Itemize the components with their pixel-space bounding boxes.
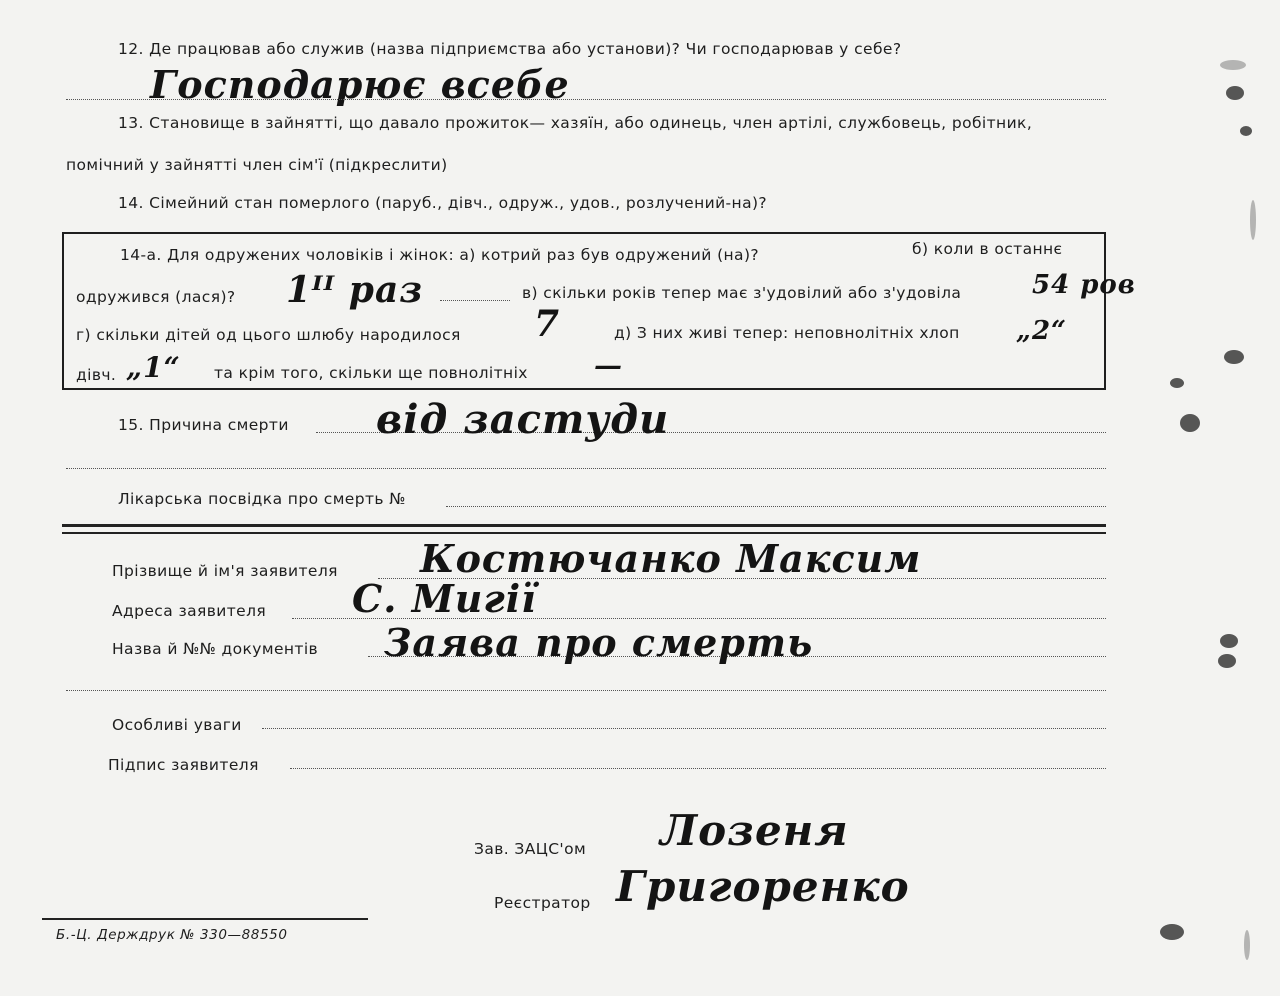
applicant-address-value: С. Мигії <box>352 576 537 621</box>
question-14a-line1a: 14-а. Для одружених чоловіків і жінок: а) котрий раз був одружений (на)? <box>120 246 760 264</box>
head-of-registry-label: Зав. ЗАЦС'ом <box>474 840 587 858</box>
head-of-registry-signature: Лозеня <box>660 806 849 855</box>
question-14a-answer-children: 7 <box>534 303 561 345</box>
question-14a-line3b: д) З них живі тепер: неповнолітніх хлоп <box>614 324 960 342</box>
question-14a-answer-times: 1ᴵᴵ раз <box>286 269 424 311</box>
remarks-line <box>262 728 1106 729</box>
question-14a-line1b: б) коли в останнє <box>912 240 1063 258</box>
paper-hole <box>1250 200 1256 240</box>
paper-hole <box>1218 654 1236 668</box>
remarks-label: Особливі уваги <box>112 716 242 734</box>
question-14a-line4a: дівч. <box>76 366 117 384</box>
question-12-answer-line <box>66 99 1106 100</box>
question-15-line2 <box>66 468 1106 469</box>
paper-damage-marks <box>1140 0 1280 996</box>
paper-hole <box>1220 634 1238 648</box>
footer-rule <box>42 918 368 920</box>
question-12-label: 12. Де працював або служив (назва підприємства або установи)? Чи господарював у себе? <box>118 40 902 58</box>
applicant-signature-line <box>290 768 1106 769</box>
question-14a-line2a: одружився (лася)? <box>76 288 236 306</box>
applicant-name-label: Прізвище й ім'я заявителя <box>112 562 338 580</box>
question-14-label: 14. Сімейний стан померлого (паруб., дівч., одруж., удов., розлучений-на)? <box>118 194 768 212</box>
question-14a-answer-years: 54 ров <box>1032 270 1136 300</box>
question-14a-times-line <box>440 300 510 301</box>
documents-line2 <box>66 690 1106 691</box>
question-14a-line3a: г) скільки дітей од цього шлюбу народилося <box>76 326 461 344</box>
applicant-signature-label: Підпис заявителя <box>108 756 259 774</box>
question-13-label-line2: помічний у зайнятті член сім'ї (підкреслити) <box>66 156 448 174</box>
question-14a-answer-boys: „2“ <box>1016 316 1068 346</box>
paper-hole <box>1226 86 1244 100</box>
paper-hole <box>1224 350 1244 364</box>
question-14a-answer-adults: — <box>594 349 623 382</box>
question-13-label-line1: 13. Становище в зайнятті, що давало прожиток— хазяїн, або одинець, член артілі, службовець, робітник, <box>118 114 1033 132</box>
documents-label: Назва й №№ документів <box>112 640 319 658</box>
question-14a-line2b: в) скільки років тепер має з'удовілий або з'удовіла <box>522 284 962 302</box>
applicant-address-label: Адреса заявителя <box>112 602 267 620</box>
section-divider-thin <box>62 532 1106 534</box>
registrar-label: Реєстратор <box>494 894 591 912</box>
paper-hole <box>1240 126 1252 136</box>
question-12-answer: Господарює всебе <box>150 62 570 107</box>
paper-hole <box>1170 378 1184 388</box>
paper-hole <box>1160 924 1184 940</box>
paper-hole <box>1220 60 1246 70</box>
registrar-signature: Григоренко <box>616 862 910 911</box>
paper-hole <box>1244 930 1250 960</box>
applicant-name-value: Костючанко Максим <box>420 536 922 581</box>
question-15-answer: від застуди <box>376 396 670 443</box>
medical-certificate-label: Лікарська посвідка про смерть № <box>118 490 406 508</box>
medical-certificate-line <box>446 506 1106 507</box>
documents-value: Заява про смерть <box>384 620 814 665</box>
question-15-label: 15. Причина смерти <box>118 416 289 434</box>
printer-note: Б.-Ц. Держдрук № 330—88550 <box>56 927 288 943</box>
section-divider-thick <box>62 524 1106 527</box>
question-14a-answer-girls: „1“ <box>126 351 181 384</box>
question-14a-line4b: та крім того, скільки ще повнолітніх <box>214 364 528 382</box>
paper-hole <box>1180 414 1200 432</box>
